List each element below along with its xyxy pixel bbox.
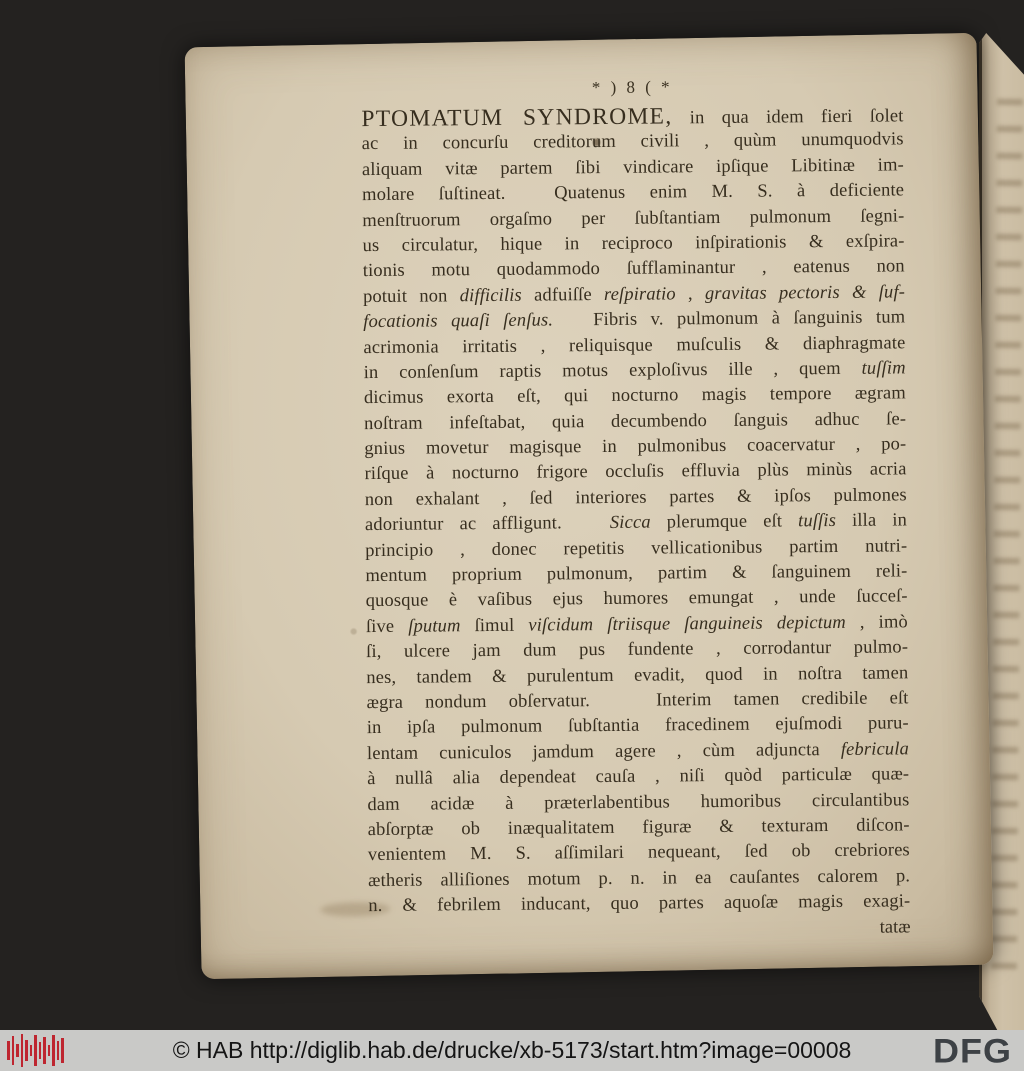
text-line: us circulatur, hique in reciproco inſpirationis & exſpira- (362, 231, 905, 257)
text-line: molare ſuſtineat. Quatenus enim M. S. à deficiente (362, 180, 905, 206)
text-line: in conſenſum raptis motus exploſivus ille , quem tuſſim (363, 358, 906, 383)
text-line: gnius movetur magisque in pulmonibus coacervatur , po- (364, 434, 907, 460)
text-line: n. & febrilem inducant, quo partes aquoſæ magis exagi- (368, 891, 911, 917)
text-line: ægra nondum obſervatur. Interim tamen credibile eſt (366, 688, 909, 714)
text-line: à nullâ alia dependeat cauſa , niſi quòd particulæ quæ- (367, 764, 910, 790)
text-line: tionis motu quodammodo ſufflaminantur , eatenus non (362, 256, 905, 282)
text-line: potuit non difficilis adfuiſſe reſpiratio , gravitas pectoris & ſuf- (362, 282, 906, 307)
text-line: ſi, ulcere jam dum pus fundente , corrodantur pulmo- (366, 637, 909, 663)
catchword: tatæ (879, 916, 911, 938)
copyright-url: © HAB http://diglib.hab.de/drucke/xb-5173/start.htm?image=00008 (172, 1037, 852, 1063)
text-line: aliquam vitæ partem ſibi vindicare ipſique Libitinæ im- (361, 155, 904, 180)
text-line: venientem M. S. aſſimilari nequeant, ſed ob crebriores (367, 840, 910, 866)
text-block (361, 72, 911, 945)
text-line: riſque à nocturno frigore occluſis effluvia plùs minùs acria (364, 459, 907, 485)
text-line: in ipſa pulmonum ſubſtantia fracedinem ejuſmodi puru- (366, 713, 909, 739)
page-number-ornament: * ) 8 ( * (591, 77, 673, 98)
dfg-logo: DFG (933, 1031, 1012, 1070)
text-line: quosque è vaſibus ejus humores emungat , unde ſucceſ- (365, 586, 908, 612)
text-line: dam acidæ à præterlabentibus humoribus circulantibus (367, 789, 910, 815)
text-line: lentam cuniculos jamdum agere , cùm adjuncta febricula (366, 739, 910, 764)
text-line: ac in concurſu creditorum civili , quùm unumquodvis (361, 129, 904, 155)
text-line: PTOMATUM SYNDROME, in qua idem fieri ſolet (361, 103, 904, 133)
text-line: ætheris alliſiones motum p. n. in ea cauſantes calorem p. (368, 866, 911, 891)
text-line: ſive ſputum ſimul viſcidum ſtriisque ſanguineis depictum , imò (365, 612, 908, 637)
text-line: noſtram infeſtabat, quia decumbendo ſanguis adhuc ſe- (364, 409, 907, 434)
text-line: menſtruorum orgaſmo per ſubſtantiam pulmonum ſegni- (362, 205, 905, 231)
text-line: mentum proprium pulmonum, partim & ſanguinem reli- (365, 561, 908, 587)
book-page (185, 33, 994, 979)
text-line: principio , donec repetitis vellicationibus partim nutri- (365, 535, 908, 561)
text-line: nes, tandem & purulentum evadit, quod in noſtra tamen (366, 662, 909, 688)
footer-bar (0, 1030, 1024, 1071)
text-line: focationis quaſi ſenſus. Fibris v. pulmonum à ſanguinis tum (363, 307, 906, 333)
text-line: dicimus exorta eſt, qui nocturno magis tempore ægram (363, 383, 906, 409)
text-line: acrimonia irritatis , reliquisque muſculis & diaphragmate (363, 332, 906, 358)
show-through-text (991, 90, 1023, 970)
text-line: adoriuntur ac affligunt. Sicca plerumque eſt tuſſis illa in (364, 510, 908, 536)
text-line: non exhalant , ſed interiores partes & ipſos pulmones (364, 485, 907, 510)
text-line: abſorptæ ob inæqualitatem figuræ & texturam diſcon- (367, 815, 910, 841)
